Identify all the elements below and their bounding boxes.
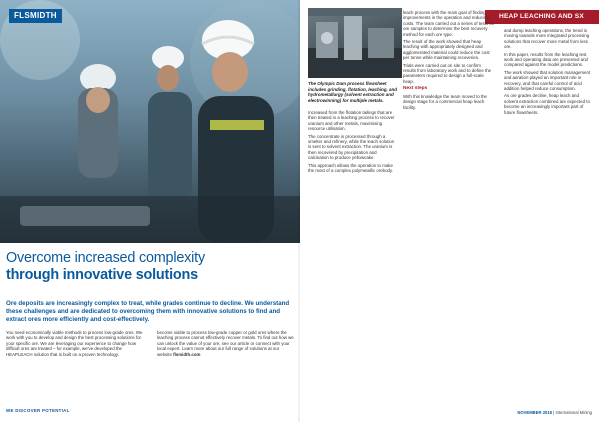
paragraph: and dump leaching operations, the trend is moving towards more integrated processing solutions that recover more metal from less ore. — [504, 28, 590, 50]
right-footer — [517, 410, 592, 415]
hero-photo — [0, 0, 300, 243]
paragraph: The work showed that solution management and aeration played an important role in recovery, and that careful control of acid addition helped reduce consumption. — [504, 69, 591, 92]
paragraph: As ore grades decline, heap leach and solvent extraction combined are expected to become an increasingly important part of future flowsheets. — [504, 93, 590, 115]
paragraph: This approach allows the operation to make the most of a complex polymetallic orebody. — [308, 162, 394, 174]
left-body-column-2-text: become viable to process low-grade copper or gold ores where the leaching process cannot effectively recover metals. To find out how we can unlock the value of your ore, see our article or connect with your local expert. Learn more about our full range of solutions at our website — [157, 330, 294, 357]
section-header: HEAP LEACHING AND SX — [485, 10, 599, 24]
issue-date: NOVEMBER 2018 — [517, 410, 553, 415]
mine-workers-illustration — [0, 0, 300, 243]
right-column-2 — [403, 10, 495, 410]
brand-logo: FLSMIDTH — [9, 9, 62, 23]
inset-photo — [308, 8, 402, 78]
paragraph: The concentrate is processed through a smelter and refinery, while the leach solution is sent to solvent extraction. The uranium is then recovered by precipitation and calcination to produce yellowcake. — [308, 133, 395, 161]
subheading: Next steps — [403, 86, 428, 92]
footer-separator: | — [553, 410, 556, 415]
right-page — [300, 0, 599, 422]
headline-line-2: through innovative solutions — [6, 267, 198, 283]
paragraph: leach process with the main goal of finding improvements in the operation and reducing costs. The team carried out a series of tests on ore samples to determine the best recovery method for each ore type. — [403, 10, 495, 37]
photo-caption: The Olympic Dam process flowsheet includes grinding, flotation, leaching, and hydrometallurgy (solvent extraction and electrowinning) for multiple metals. — [308, 81, 398, 103]
headline-line-1: Overcome increased complexity — [6, 250, 205, 266]
right-column-1 — [308, 110, 396, 410]
paragraph: Trials were carried out on site to confirm results from laboratory work and to define the parameters required to design a full-scale heap. — [403, 62, 492, 84]
paragraph: The result of the work showed that heap leaching with appropriately designed and agglomerated material could reduce the cost per tonne while maintaining recoveries. — [403, 39, 490, 61]
publication-name: International Mining — [555, 410, 592, 415]
paragraph: Increased from the flotation tailings that are then treated in a leaching process to recover uranium and other metals, maximising resource utilisation. — [308, 110, 395, 132]
plant-equipment-illustration — [308, 8, 402, 78]
left-body-column-2 — [157, 330, 294, 357]
left-body-column-1: You need economically viable methods to process low-grade ores. We work with you to develop and design the best processing solutions for your specific ore. We are leveraging our experience to change how difficult ores are treated – for example, we've developed the HEAPLEACH solution that is built on a proven technology. — [6, 330, 143, 357]
right-column-3 — [504, 28, 592, 410]
left-body — [6, 330, 294, 410]
left-footer-tagline: WE DISCOVER POTENTIAL — [6, 408, 70, 413]
standfirst: Ore deposits are increasingly complex to treat, while grades continue to decline. We understand these challenges and are dedicated to overcoming them with innovative solutions to find and extract ores more efficiently and cost-effectively. — [6, 300, 290, 323]
paragraph: With this knowledge the team moved to the design stage for a commercial heap leach facility. — [403, 93, 487, 110]
headline — [6, 250, 296, 284]
paragraph: In this paper, results from the leaching test work and operating data are presented and compared against the model predictions. — [504, 51, 588, 68]
website-link[interactable]: flsmidth.com — [173, 351, 201, 357]
